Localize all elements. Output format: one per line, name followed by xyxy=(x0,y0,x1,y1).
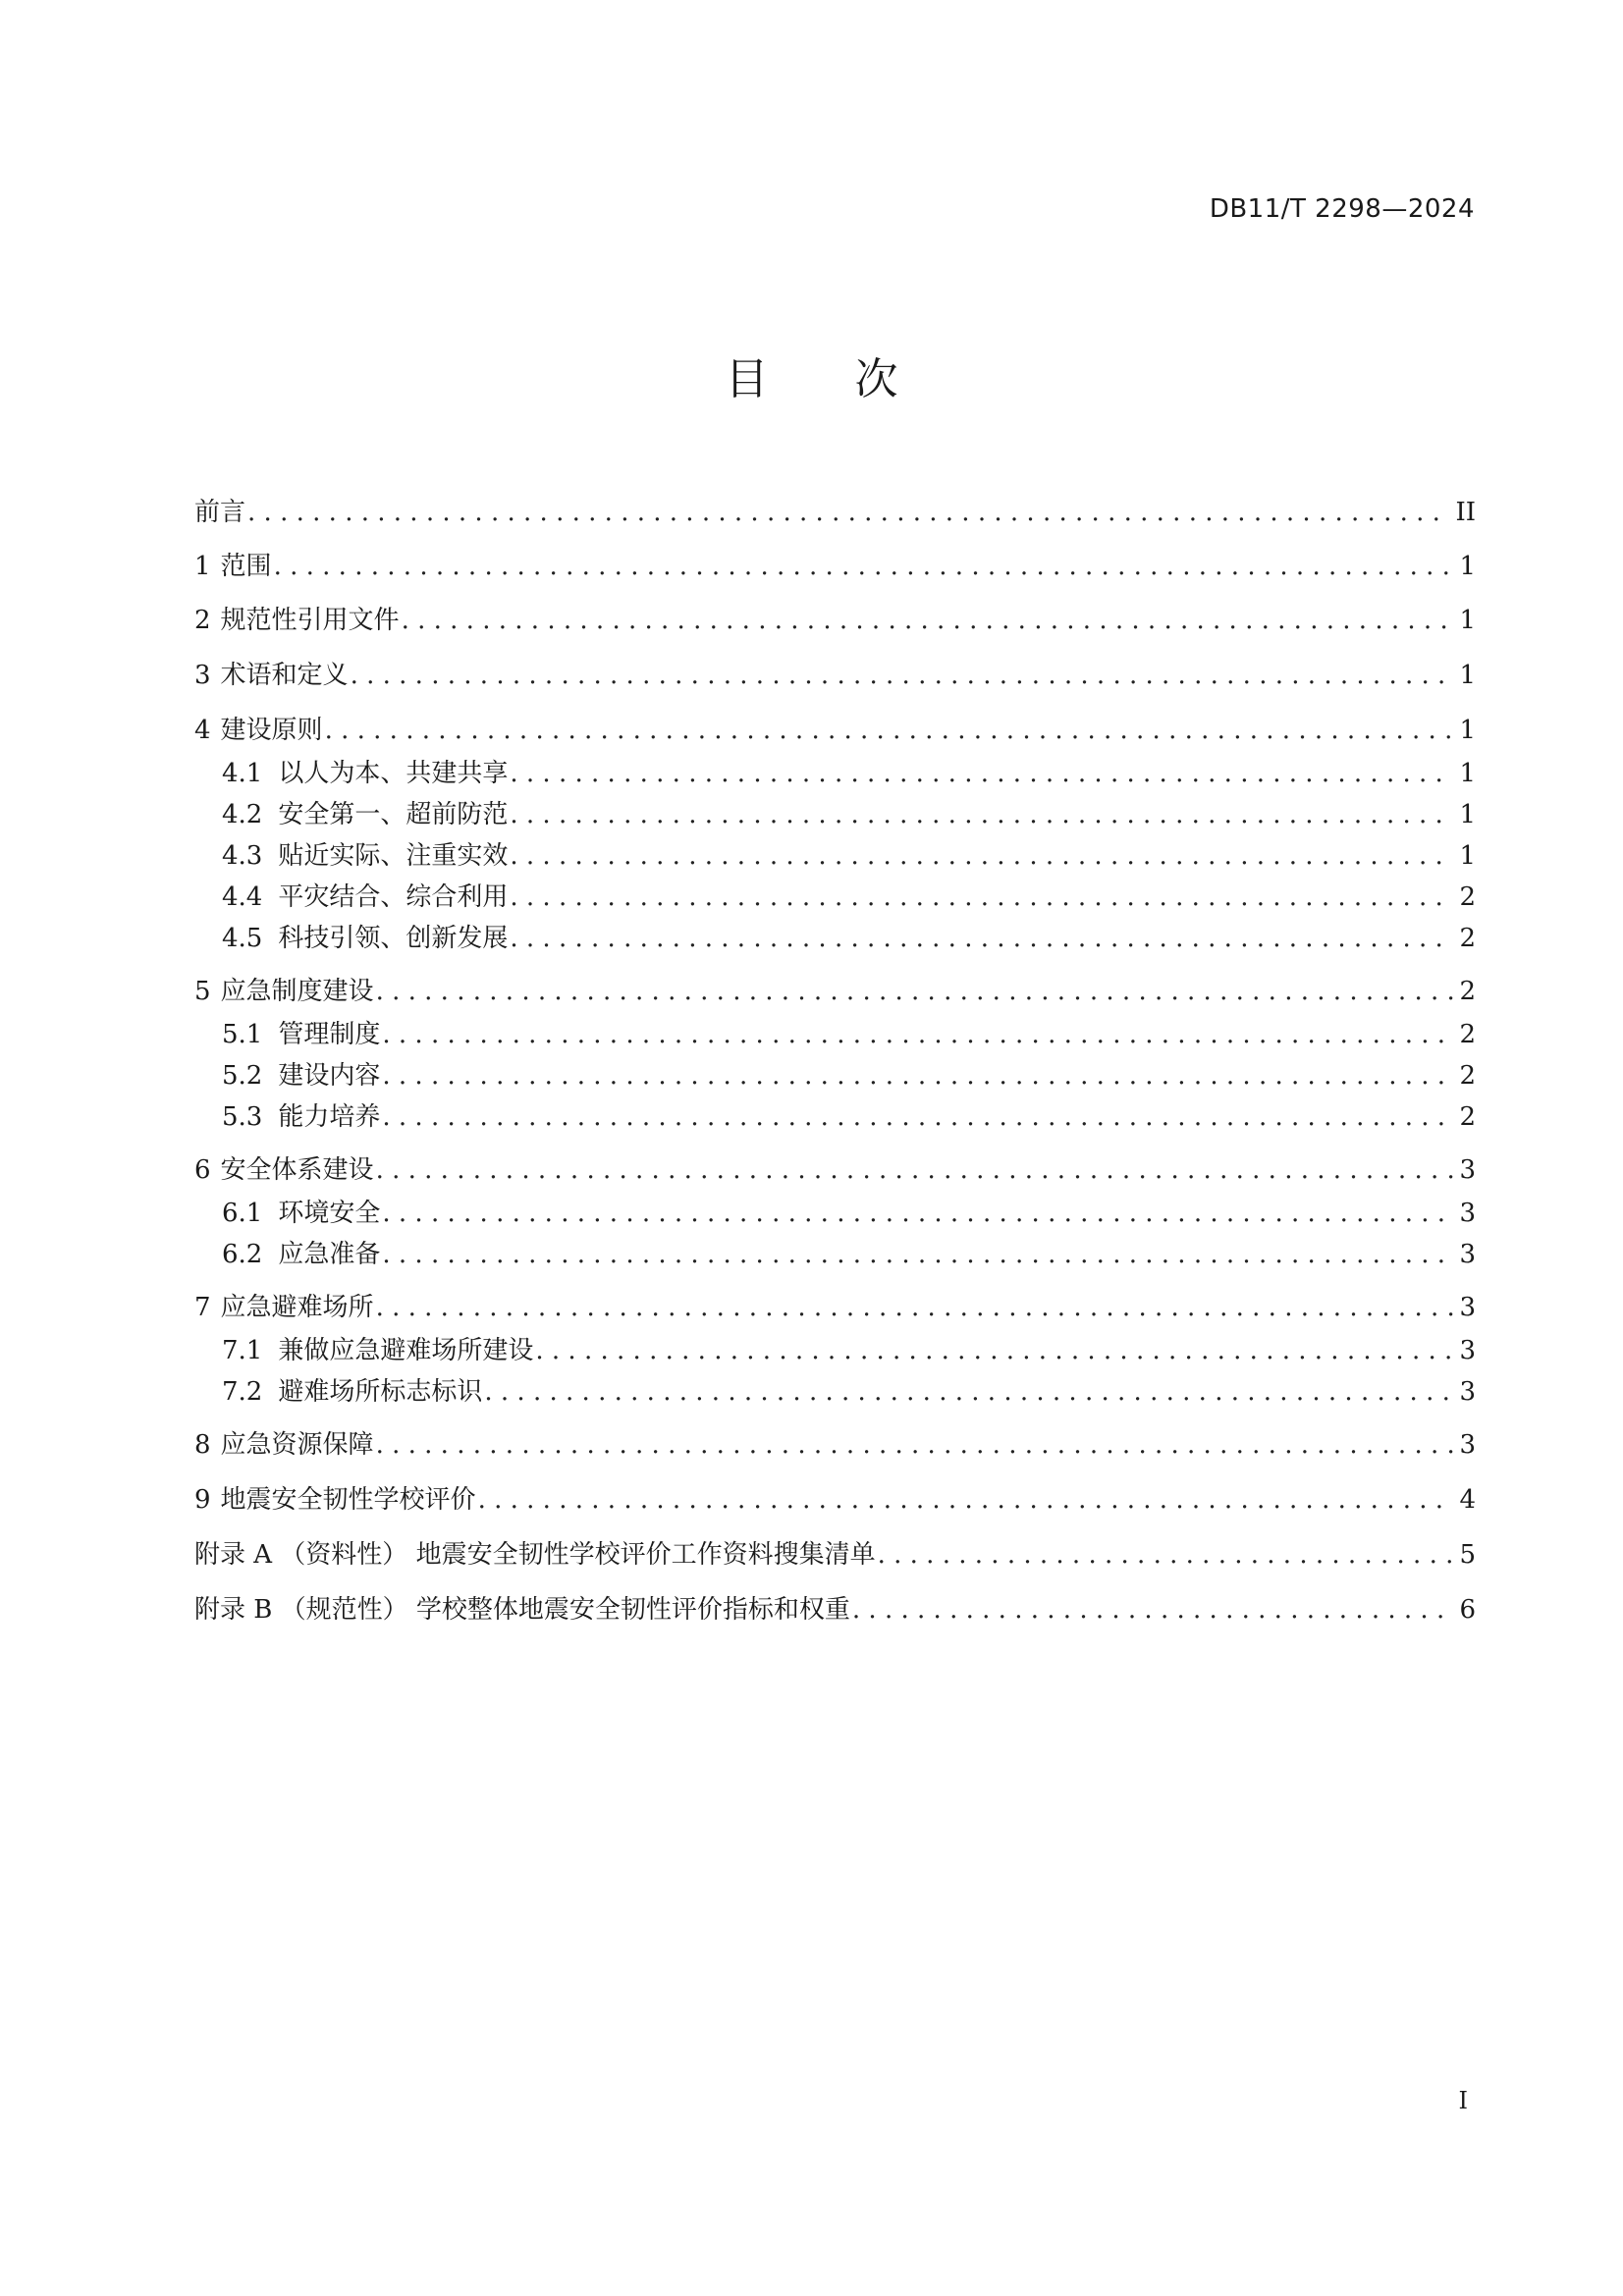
toc-entry-6[interactable] xyxy=(194,1150,1476,1190)
toc-entry-page: 3 xyxy=(1459,1430,1476,1460)
toc-entry-2[interactable] xyxy=(194,601,1476,640)
toc-leader-dots xyxy=(376,1288,1454,1327)
toc-entry-4-5[interactable] xyxy=(222,919,1476,958)
toc-entry-number: 6.2 xyxy=(222,1240,263,1269)
page-number: I xyxy=(1458,2087,1468,2114)
toc-entry-4[interactable] xyxy=(194,711,1476,750)
toc-entry-label: 应急准备 xyxy=(278,1240,381,1269)
toc-entry-number: 5.2 xyxy=(222,1061,263,1091)
toc-leader-dots xyxy=(535,1331,1453,1370)
toc-entry-1[interactable] xyxy=(194,547,1476,586)
toc-leader-dots xyxy=(510,836,1453,876)
toc-leader-dots xyxy=(382,1235,1453,1274)
toc-leader-dots xyxy=(478,1480,1454,1520)
toc-entry-5-1[interactable] xyxy=(222,1015,1476,1054)
toc-entry-label: 附录 B （规范性） 学校整体地震安全韧性评价指标和权重 xyxy=(194,1595,850,1625)
toc-entry-page: 1 xyxy=(1459,841,1476,871)
toc-entry-label: 以人为本、共建共享 xyxy=(278,759,509,788)
toc-leader-dots xyxy=(510,919,1453,958)
toc-entry-page: 2 xyxy=(1459,1102,1476,1132)
toc-leader-dots xyxy=(510,878,1453,917)
toc-entry-9[interactable] xyxy=(194,1480,1476,1520)
toc-entry-label: 科技引领、创新发展 xyxy=(278,924,509,953)
toc-entry-label: 能力培养 xyxy=(278,1102,381,1132)
toc-leader-dots xyxy=(382,1194,1453,1233)
toc-leader-dots xyxy=(852,1590,1454,1629)
toc-entry-label: 应急避难场所 xyxy=(220,1293,374,1322)
toc-entry-label: 应急制度建设 xyxy=(220,977,374,1006)
toc-entry-number: 7 xyxy=(194,1293,211,1322)
toc-entry-7-1[interactable] xyxy=(222,1331,1476,1370)
toc-entry-label: 范围 xyxy=(220,552,272,581)
toc-entry-label: 建设内容 xyxy=(278,1061,381,1091)
document-code: DB11/T 2298—2024 xyxy=(1209,194,1475,224)
toc-leader-dots xyxy=(351,656,1454,695)
toc-entry-label: 地震安全韧性学校评价 xyxy=(220,1485,476,1515)
toc-entry-number: 9 xyxy=(194,1485,211,1515)
toc-entry-number: 7.1 xyxy=(222,1336,263,1365)
toc-entry-label: 贴近实际、注重实效 xyxy=(278,841,509,871)
toc-entry-5[interactable] xyxy=(194,972,1476,1011)
toc-entry-number: 6.1 xyxy=(222,1199,263,1228)
toc-entry-page: 4 xyxy=(1459,1485,1476,1515)
toc-entry-number: 4 xyxy=(194,716,211,745)
toc-entry-6-1[interactable] xyxy=(222,1194,1476,1233)
toc-entry-number: 4.3 xyxy=(222,841,263,871)
toc-entry-page: 3 xyxy=(1459,1377,1476,1407)
toc-leader-dots xyxy=(510,795,1453,834)
toc-entry-page: 3 xyxy=(1459,1293,1476,1322)
toc-entry-number: 4.4 xyxy=(222,882,263,912)
toc-leader-dots xyxy=(247,493,1449,532)
toc-entry-page: 1 xyxy=(1459,661,1476,690)
toc-entry-number: 5 xyxy=(194,977,211,1006)
toc-entry-page: 5 xyxy=(1459,1540,1476,1570)
toc-entry-number: 3 xyxy=(194,661,211,690)
toc-entry-number: 5.1 xyxy=(222,1020,263,1049)
toc-entry-label: 应急资源保障 xyxy=(220,1430,374,1460)
toc-leader-dots xyxy=(402,601,1454,640)
toc-entry-label: 平灾结合、综合利用 xyxy=(278,882,509,912)
toc-entry-foreword[interactable] xyxy=(194,493,1476,532)
toc-leader-dots xyxy=(376,1425,1454,1465)
toc-entry-number: 2 xyxy=(194,606,211,635)
toc-entry-5-3[interactable] xyxy=(222,1097,1476,1137)
toc-entry-4-3[interactable] xyxy=(222,836,1476,876)
toc-entry-page: 2 xyxy=(1459,1061,1476,1091)
toc-entry-number: 1 xyxy=(194,552,211,581)
toc-entry-number: 5.3 xyxy=(222,1102,263,1132)
toc-entry-label: 前言 xyxy=(194,498,246,527)
toc-entry-number: 6 xyxy=(194,1155,211,1185)
toc-entry-page: 2 xyxy=(1459,924,1476,953)
toc-leader-dots xyxy=(376,972,1454,1011)
toc-entry-8[interactable] xyxy=(194,1425,1476,1465)
toc-entry-label: 避难场所标志标识 xyxy=(278,1377,483,1407)
toc-entry-label: 安全第一、超前防范 xyxy=(278,800,509,829)
toc-leader-dots xyxy=(878,1535,1454,1575)
toc-entry-page: 2 xyxy=(1459,882,1476,912)
page-title: 目次 xyxy=(725,354,985,404)
toc-entry-label: 规范性引用文件 xyxy=(220,606,400,635)
toc-leader-dots xyxy=(382,1015,1453,1054)
toc-leader-dots xyxy=(274,547,1454,586)
toc-leader-dots xyxy=(510,754,1453,793)
toc-entry-6-2[interactable] xyxy=(222,1235,1476,1274)
toc-entry-page: 2 xyxy=(1459,1020,1476,1049)
toc-entry-page: 1 xyxy=(1459,716,1476,745)
toc-entry-page: 6 xyxy=(1459,1595,1476,1625)
toc-entry-appendix-b[interactable] xyxy=(194,1590,1476,1629)
toc-entry-7-2[interactable] xyxy=(222,1372,1476,1412)
toc-entry-number: 4.2 xyxy=(222,800,263,829)
toc-entry-number: 7.2 xyxy=(222,1377,263,1407)
toc-entry-number: 8 xyxy=(194,1430,211,1460)
toc-entry-label: 建设原则 xyxy=(220,716,323,745)
toc-entry-number: 4.5 xyxy=(222,924,263,953)
toc-entry-page: 3 xyxy=(1459,1199,1476,1228)
toc-entry-label: 兼做应急避难场所建设 xyxy=(278,1336,534,1365)
toc-leader-dots xyxy=(382,1056,1453,1095)
toc-entry-appendix-a[interactable] xyxy=(194,1535,1476,1575)
toc-entry-label: 术语和定义 xyxy=(220,661,349,690)
toc-entry-page: 3 xyxy=(1459,1240,1476,1269)
toc-entry-7[interactable] xyxy=(194,1288,1476,1327)
toc-entry-page: 1 xyxy=(1459,552,1476,581)
toc-entry-page: 3 xyxy=(1459,1336,1476,1365)
toc-entry-4-4[interactable] xyxy=(222,878,1476,917)
toc-leader-dots xyxy=(484,1372,1453,1412)
table-of-contents xyxy=(194,0,1476,2296)
toc-leader-dots xyxy=(376,1150,1454,1190)
toc-entry-3[interactable] xyxy=(194,656,1476,695)
toc-leader-dots xyxy=(325,711,1454,750)
toc-entry-5-2[interactable] xyxy=(222,1056,1476,1095)
toc-entry-label: 安全体系建设 xyxy=(220,1155,374,1185)
toc-entry-page: 1 xyxy=(1459,800,1476,829)
toc-entry-page: 2 xyxy=(1459,977,1476,1006)
toc-entry-label: 环境安全 xyxy=(278,1199,381,1228)
toc-entry-page: 1 xyxy=(1459,606,1476,635)
toc-entry-number: 4.1 xyxy=(222,759,263,788)
toc-entry-page: 3 xyxy=(1459,1155,1476,1185)
toc-entry-page: II xyxy=(1455,498,1476,527)
toc-entry-label: 附录 A （资料性） 地震安全韧性学校评价工作资料搜集清单 xyxy=(194,1540,876,1570)
toc-entry-4-1[interactable] xyxy=(222,754,1476,793)
toc-entry-label: 管理制度 xyxy=(278,1020,381,1049)
toc-entry-page: 1 xyxy=(1459,759,1476,788)
toc-entry-4-2[interactable] xyxy=(222,795,1476,834)
toc-leader-dots xyxy=(382,1097,1453,1137)
